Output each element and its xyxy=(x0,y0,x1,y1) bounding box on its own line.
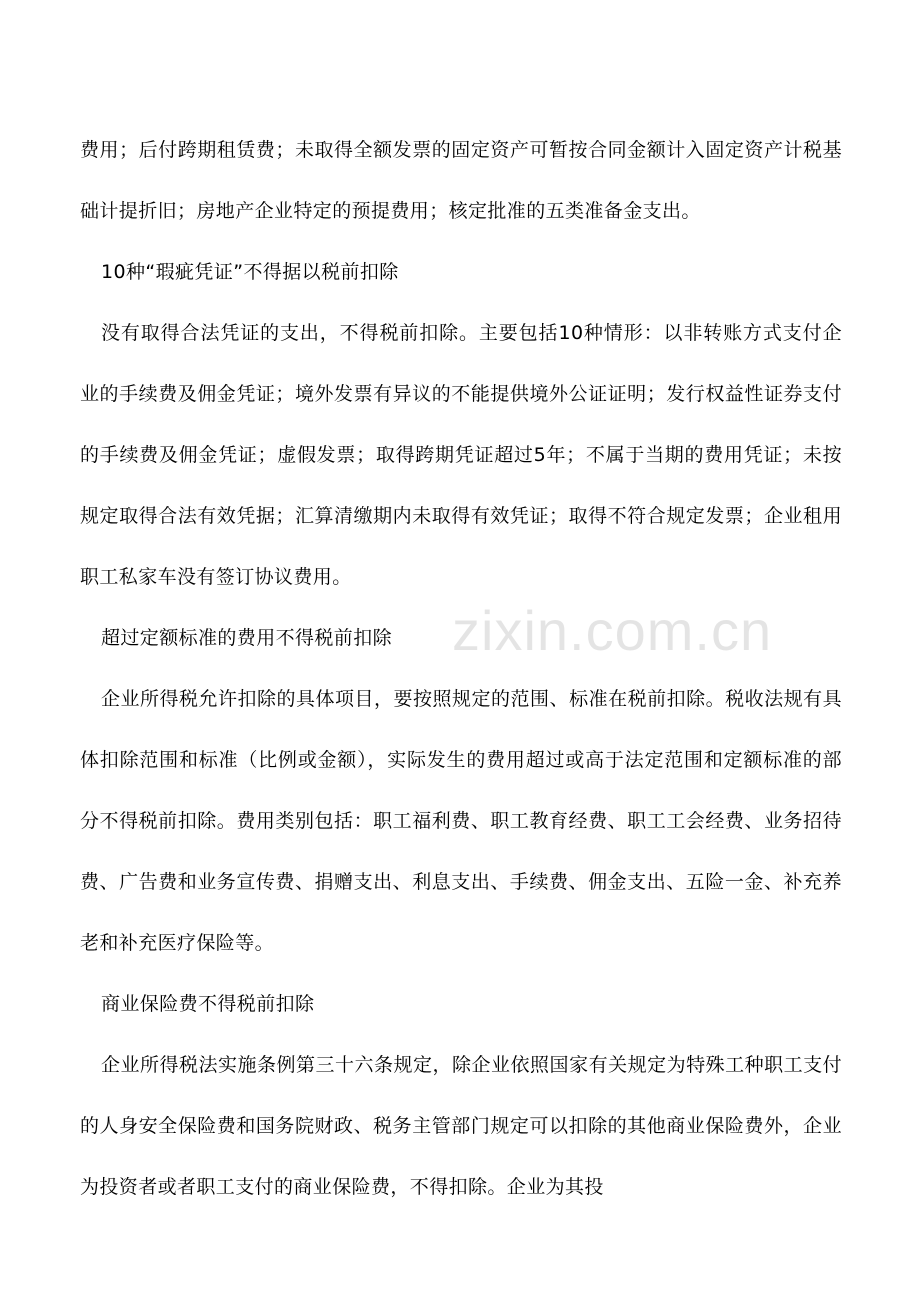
document-body xyxy=(80,120,842,1218)
watermark: zixin.com.cn xyxy=(452,599,773,662)
heading-excess-quota: 超过定额标准的费用不得税前扣除 xyxy=(101,627,393,649)
paragraph-commercial-insurance: 企业所得税法实施条例第三十六条规定，除企业依照国家有关规定为特殊工种职工支付的人身安全保险费和国务院财政、税务主管部门规定可以扣除的其他商业保险费外，企业为投资者或者职工支付的商业保险费，不得扣除。企业为其投 xyxy=(80,1054,842,1198)
heading-defective-vouchers: 10种“瑕疵凭证”不得据以税前扣除 xyxy=(101,261,399,283)
paragraph-excess-quota: 企业所得税允许扣除的具体项目，要按照规定的范围、标准在税前扣除。税收法规有具体扣除范围和标准（比例或金额），实际发生的费用超过或高于法定范围和定额标准的部分不得税前扣除。费用类别包括：职工福利费、职工教育经费、职工工会经费、业务招待费、广告费和业务宣传费、捐赠支出、利息支出、手续费、佣金支出、五险一金、补充养老和补充医疗保险等。 xyxy=(80,688,842,954)
paragraph-depreciation-continued: 费用；后付跨期租赁费；未取得全额发票的固定资产可暂按合同金额计入固定资产计税基础计提折旧；房地产企业特定的预提费用；核定批准的五类准备金支出。 xyxy=(80,139,842,222)
paragraph-defective-vouchers: 没有取得合法凭证的支出，不得税前扣除。主要包括10种情形：以非转账方式支付企业的手续费及佣金凭证；境外发票有异议的不能提供境外公证证明；发行权益性证券支付的手续费及佣金凭证；虚假发票；取得跨期凭证超过5年；不属于当期的费用凭证；未按规定取得合法有效凭据；汇算清缴期内未取得有效凭证；取得不符合规定发票；企业租用职工私家车没有签订协议费用。 xyxy=(80,322,842,588)
heading-commercial-insurance: 商业保险费不得税前扣除 xyxy=(101,993,315,1015)
